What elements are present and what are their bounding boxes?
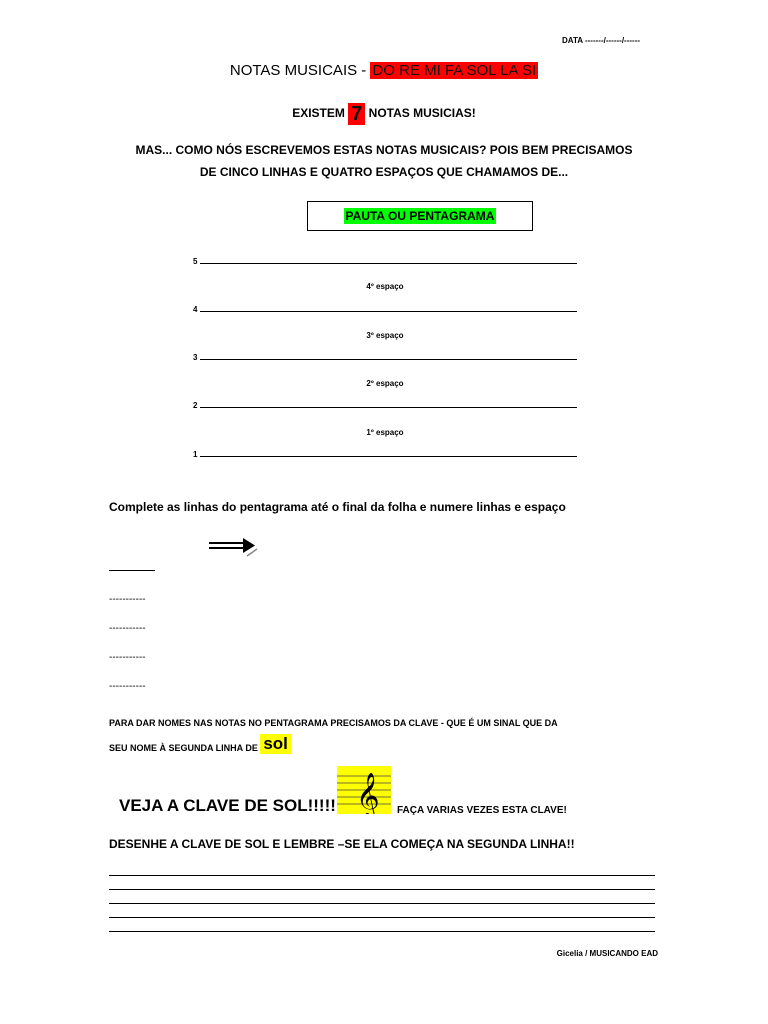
veja-heading: VEJA A CLAVE DE SOL!!!!! <box>119 796 336 815</box>
title-notes-highlight: DO RE MI FA SOL LA SI <box>372 62 537 79</box>
clef-glyph: 𝄞 <box>356 773 380 814</box>
footer-credit: Gicelia / MUSICANDO EAD <box>556 949 658 958</box>
pauta-label: PAUTA OU PENTAGRAMA <box>345 209 495 223</box>
existem-line <box>0 103 768 125</box>
clave-paragraph <box>109 712 669 759</box>
staff-line-number: 5 <box>193 257 198 266</box>
sol-highlight: sol <box>260 734 291 754</box>
treble-clef-icon <box>337 766 391 814</box>
complete-instruction: Complete as linhas do pentagrama até o final da folha e numere linhas e espaço <box>109 500 566 514</box>
drawing-line <box>109 889 655 890</box>
practice-line: ----------- <box>109 594 146 605</box>
staff-line-number: 1 <box>193 450 198 459</box>
drawing-line <box>109 931 655 932</box>
intro-paragraph <box>96 139 672 183</box>
right-arrow-icon <box>207 536 259 565</box>
practice-line: ----------- <box>109 681 146 692</box>
clave-line-2 <box>109 734 669 759</box>
staff-space-label: 4º espaço <box>366 282 404 291</box>
staff-rule <box>200 407 577 408</box>
existem-before: EXISTEM <box>292 106 349 120</box>
staff-line-number: 4 <box>193 305 198 314</box>
page-title <box>0 62 768 79</box>
staff-space-label: 3º espaço <box>366 331 404 340</box>
desenhe-instruction: DESENHE A CLAVE DE SOL E LEMBRE –SE ELA COMEÇA NA SEGUNDA LINHA!! <box>109 837 575 851</box>
faca-instruction: FAÇA VARIAS VEZES ESTA CLAVE! <box>397 805 567 816</box>
staff-line-number: 2 <box>193 401 198 410</box>
staff-space-label: 1º espaço <box>366 428 404 437</box>
pauta-box <box>307 201 533 231</box>
clave-line-2-text: SEU NOME À SEGUNDA LINHA DE <box>109 743 261 753</box>
intro-line-1: MAS... COMO NÓS ESCREVEMOS ESTAS NOTAS MUSICAIS? POIS BEM PRECISAMOS <box>135 143 633 157</box>
practice-line: ----------- <box>109 623 146 634</box>
date-field: DATA -------/------/------ <box>562 36 641 45</box>
practice-line-underscore <box>109 570 155 571</box>
drawing-line <box>109 903 655 904</box>
drawing-line <box>109 917 655 918</box>
intro-line-2: DE CINCO LINHAS E QUATRO ESPAÇOS QUE CHAMAMOS DE... <box>199 165 569 179</box>
clave-line-1: PARA DAR NOMES NAS NOTAS NO PENTAGRAMA PRECISAMOS DA CLAVE - QUE É UM SINAL QUE DA <box>109 718 558 728</box>
drawing-line <box>109 875 655 876</box>
staff-rule <box>200 359 577 360</box>
staff-rule <box>200 456 577 457</box>
staff-space-label: 2º espaço <box>366 379 404 388</box>
title-prefix: NOTAS MUSICAIS - <box>229 62 371 79</box>
staff-rule <box>200 311 577 312</box>
seven-badge: 7 <box>348 103 365 125</box>
staff-line-number: 3 <box>193 353 198 362</box>
existem-after: NOTAS MUSICIAS! <box>365 106 476 120</box>
practice-line: ----------- <box>109 652 146 663</box>
staff-rule <box>200 263 577 264</box>
